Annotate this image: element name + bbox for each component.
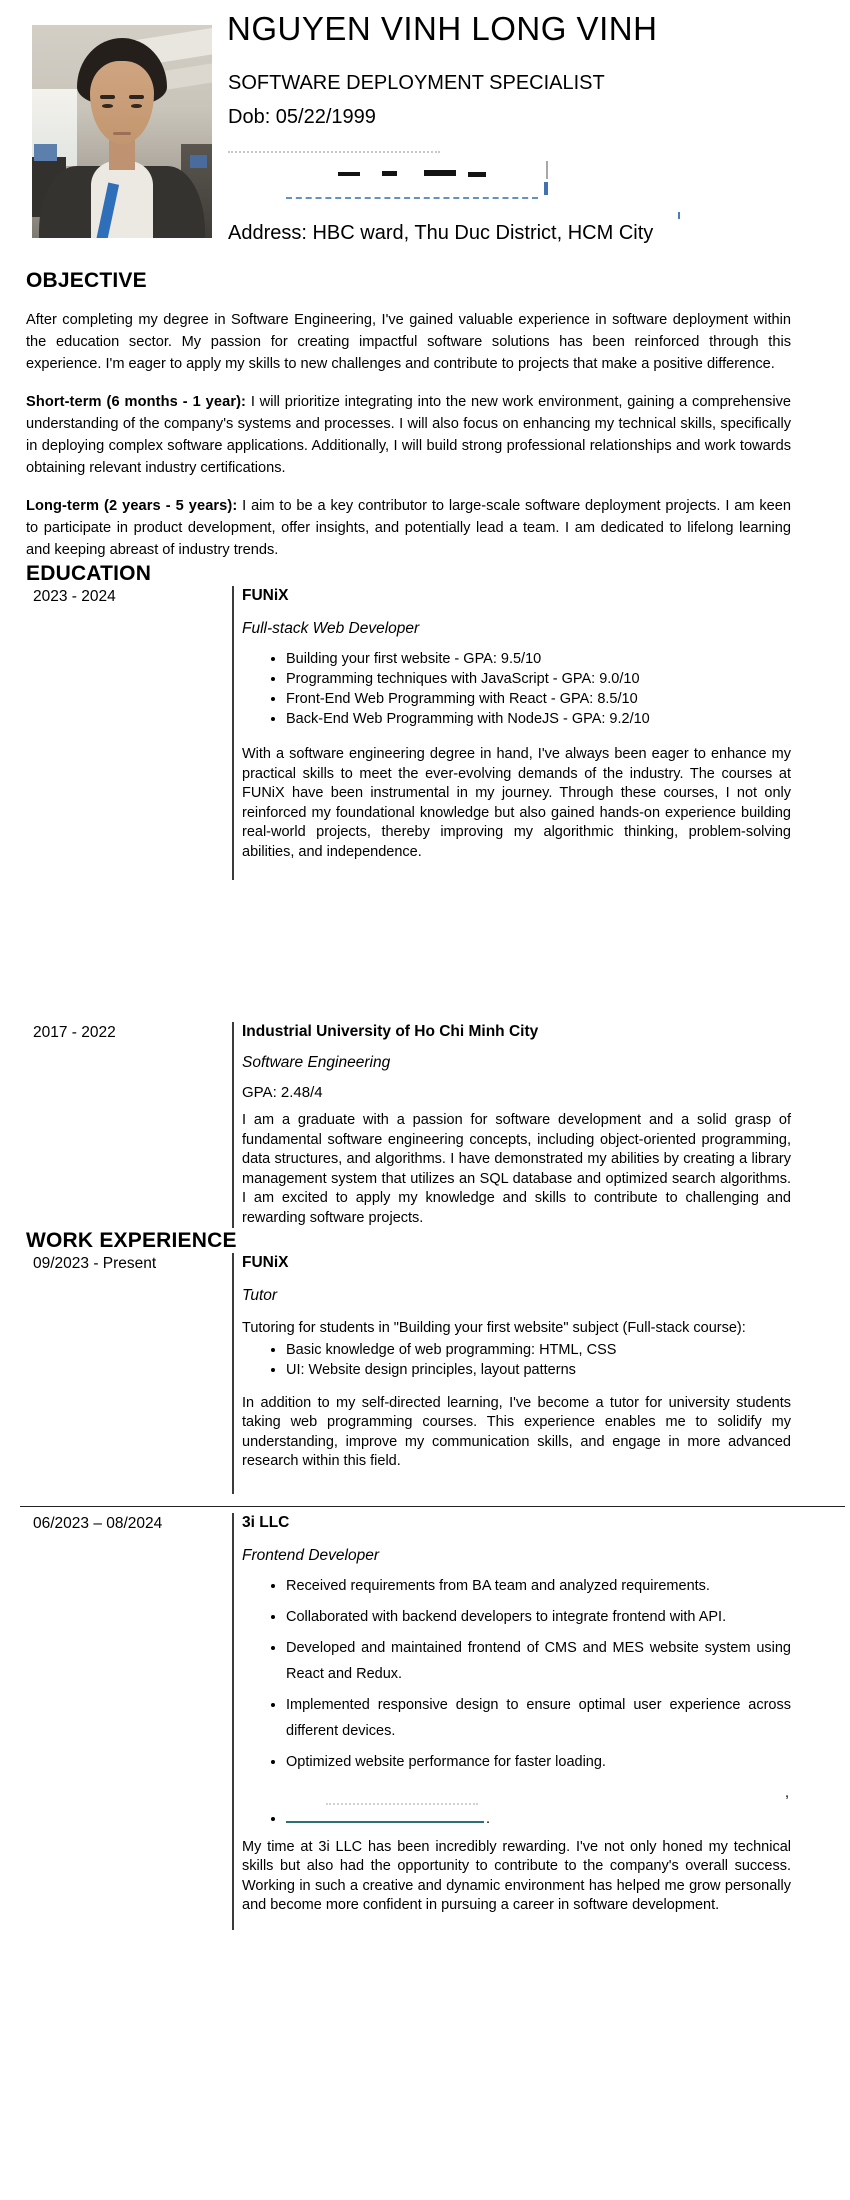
redaction-artifact [678,212,680,219]
objective-paragraph [26,309,791,375]
redaction-artifact [424,170,456,176]
redacted-bullet-line [286,1780,791,1806]
duty-list [242,1340,791,1380]
entry-dates: 06/2023 – 08/2024 [33,1514,163,1532]
redacted-trailing-comma: • , [784,1784,789,1801]
entry-dates: 2017 - 2022 [33,1024,116,1041]
entry-body [232,1253,791,1494]
list-item: • Building your first website - GPA: 9.5/10 [286,649,791,669]
resume-body [0,268,850,1930]
entry-separator-line [20,1506,845,1507]
company-name: 3i LLC [242,1513,290,1531]
redaction-artifact [228,151,440,153]
photo-face-detail [113,132,131,135]
entry-dates: 2023 - 2024 [33,588,116,605]
photo-face-detail [131,104,142,108]
list-item: • Optimized website performance for faster loading. [286,1749,791,1775]
education-entry-university [26,1022,791,1228]
entry-body [232,1513,791,1930]
list-item: • Implemented responsive design to ensure optimal user experience across different devices. [286,1692,791,1744]
redaction-artifact [382,171,397,176]
redaction-artifact [286,197,538,199]
list-item: • Front-End Web Programming with React - GPA: 8.5/10 [286,689,791,709]
redacted-link-line [286,1806,791,1832]
paragraph-lead: Long-term (2 years - 5 years): [26,498,238,514]
redacted-link-period: . [486,1810,491,1827]
candidate-title: SOFTWARE DEPLOYMENT SPECIALIST [228,72,605,94]
list-item: • Back-End Web Programming with NodeJS - GPA: 9.2/10 [286,709,791,729]
list-item: • Collaborated with backend developers to integrate frontend with API. [286,1604,791,1630]
education-entry-funix [26,586,791,880]
company-name: FUNiX [242,1254,289,1271]
redaction-artifact [338,172,360,176]
resume-header [0,0,850,268]
entry-dates: 09/2023 - Present [33,1255,157,1272]
profile-photo [32,25,212,238]
list-item: • UI: Website design principles, layout patterns [286,1360,791,1380]
entry-body [232,1022,791,1228]
redaction-artifact [326,1803,478,1805]
entry-description: My time at 3i LLC has been incredibly rewarding. I've not only honed my technical skills but also had the opportunity to contribute to the company's overall success. Working in such a creative and dynamic environment has helped me grow personally and become more confident in pursuing a career in software development. [242,1838,791,1913]
gpa-line: GPA: 2.48/4 [242,1084,323,1101]
entry-intro: Tutoring for students in "Building your first website" subject (Full-stack course): [242,1320,746,1336]
list-item: • Programming techniques with JavaScript - GPA: 9.0/10 [286,669,791,689]
entry-description: I am a graduate with a passion for software development and a solid grasp of fundamental software engineering concepts, including object-oriented programming, data structures, and algorithms. I have demonstrated my abilities by creating a library management system that utilizes an SQL database and optimized search algorithms. I am excited to apply my knowledge and skills to contribute to challenging and rewarding software projects. [242,1112,791,1226]
work-entry-funix [26,1253,791,1494]
list-item: • Basic knowledge of web programming: HTML, CSS [286,1340,791,1360]
redaction-artifact [546,161,548,179]
address-line: Address: HBC ward, Thu Duc District, HCM City [228,222,654,244]
program-name: Full-stack Web Developer [242,620,420,637]
list-item-redacted [286,1780,791,1832]
paragraph-text: I aim to be a key contributor to large-scale software deployment projects. I am keen to participate in product development, offer insights, and potentially lead a team. I am dedicated to lifelong learning and keeping abreast of industry trends. [26,498,791,558]
job-title: Frontend Developer [242,1546,379,1564]
photo-face-detail [129,95,143,98]
course-list [242,649,791,729]
section-heading-objective: OBJECTIVE [26,269,147,292]
program-name: Software Engineering [242,1054,391,1071]
photo-background-detail [190,155,206,168]
redaction-artifact [544,182,548,195]
photo-background-detail [34,144,57,161]
duty-list [242,1573,791,1832]
work-entry-3i-llc [26,1513,791,1930]
photo-face-detail [100,95,114,98]
paragraph-lead: Short-term (6 months - 1 year): [26,394,247,410]
job-title: Tutor [242,1287,278,1304]
institution-name: Industrial University of Ho Chi Minh City [242,1023,539,1040]
entry-description: In addition to my self-directed learning, I've become a tutor for university students taking web programming courses. This experience enables me to solidify my understanding, improve my communication skills, and engage in more advanced research within this field. [242,1394,791,1469]
list-item: • Received requirements from BA team and analyzed requirements. [286,1573,791,1599]
institution-name: FUNiX [242,587,289,604]
objective-paragraph [26,495,791,561]
section-heading-work-experience: WORK EXPERIENCE [26,1229,237,1252]
section-heading-education: EDUCATION [26,562,152,585]
entry-body [232,586,791,880]
photo-face-detail [102,104,113,108]
date-of-birth: Dob: 05/22/1999 [228,106,376,128]
objective-paragraph [26,391,791,479]
entry-description: With a software engineering degree in hand, I've always been eager to enhance my practical skills to meet the ever-evolving demands of the industry. The courses at FUNiX have been instrumental in my journey. Through these courses, I not only reinforced my foundational knowledge but also gained hands-on experience building real-world projects, thereby improving my algorithmic thinking, problem-solving abilities, and independence. [242,746,791,860]
redacted-link[interactable] [286,1807,484,1823]
redaction-artifact [468,172,486,177]
candidate-name: NGUYEN VINH LONG VINH [227,10,658,47]
paragraph-text: After completing my degree in Software Engineering, I've gained valuable experience in software deployment within the education sector. My passion for creating impactful software solutions has been reinforced through this experience. I'm eager to apply my skills to new challenges and contribute to projects that make a positive difference. [26,312,791,372]
list-item: • Developed and maintained frontend of CMS and MES website system using React and Redux. [286,1635,791,1687]
paragraph-text: I will prioritize integrating into the new work environment, gaining a comprehensive understanding of the company's systems and processes. I will also focus on enhancing my technical skills, specifically in deploying complex software applications. Additionally, I will build strong professional relationships and work towards obtaining relevant industry certifications. [26,394,791,476]
